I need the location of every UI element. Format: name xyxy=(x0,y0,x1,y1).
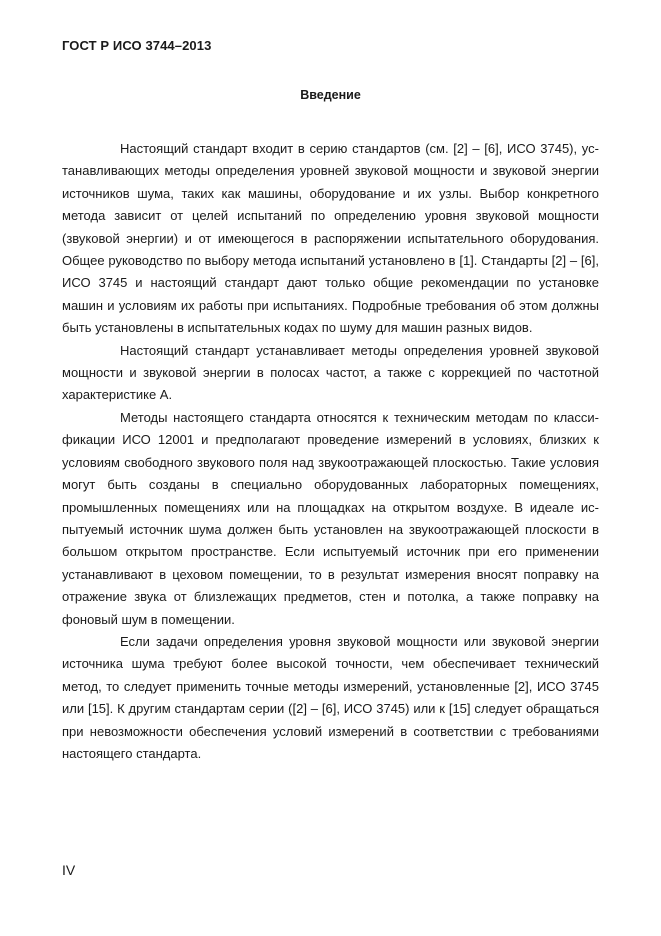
document-header: ГОСТ Р ИСО 3744–2013 xyxy=(62,38,212,53)
paragraph: Если задачи определения уровня звуковой мощности или звуковой энергии источника шума требуют более высокой точности, чем обеспечивает технический метод, то следует применить точные методы измерений, установленные [2], ИСО 3745 или [15]. К другим стандартам серии ([2] – [6], ИСО 3745) или к [15] следует обращаться при невозможности обеспечения условий измерений в соответствии с требованиями настоящего стандарта. xyxy=(62,633,599,761)
paragraph: Методы настоящего стандарта относятся к техническим методам по классификации ИСО 12001 и предполагают проведение измерений в условиях, близких к условиям свободного звукового поля над звукоотражающей плоскостью. Такие условия могут быть созданы в специально оборудованных лабораторных помещениях, промышленных помещениях или на площадках на открытом воздухе. В идеале испытуемый источник шума должен быть установлен на звукоотражающей плоскости в большом открытом пространстве. Если испытуемый источник при его применении устанавливают в цеховом помещении, то в результат измерения вносят поправку на отражение звука от близлежащих предметов, стен и потолка, а также поправку на фоновый шум в помещении. xyxy=(62,409,599,627)
section-title-text: Введение xyxy=(300,88,361,102)
section-title xyxy=(0,88,661,102)
paragraph: Настоящий стандарт устанавливает методы определения уровней звуковой мощности и звуковой энергии в полосах частот, а также с коррекцией по частотной характеристике A. xyxy=(62,342,599,403)
page-number: IV xyxy=(62,862,76,878)
body-text xyxy=(62,138,599,765)
paragraph: Настоящий стандарт входит в серию стандартов (см. [2] – [6], ИСО 3745), устанавливающих методы определения уровней звуковой мощности и звуковой энергии источников шума, таких как машины, оборудование и их узлы. Выбор конкретного метода зависит от целей испытаний по определению уровня звуковой мощности (звуковой энергии) и от имеющегося в распоряжении испытательного оборудования. Общее руководство по выбору метода испытаний установлено в [1]. Стандарты [2] – [6], ИСО 3745 и настоящий стандарт дают только общие рекомендации по установке машин и условиям их работы при испытаниях. Подробные требования об этом должны быть установлены в испытательных кодах по шуму для машин разных видов. xyxy=(62,141,599,336)
